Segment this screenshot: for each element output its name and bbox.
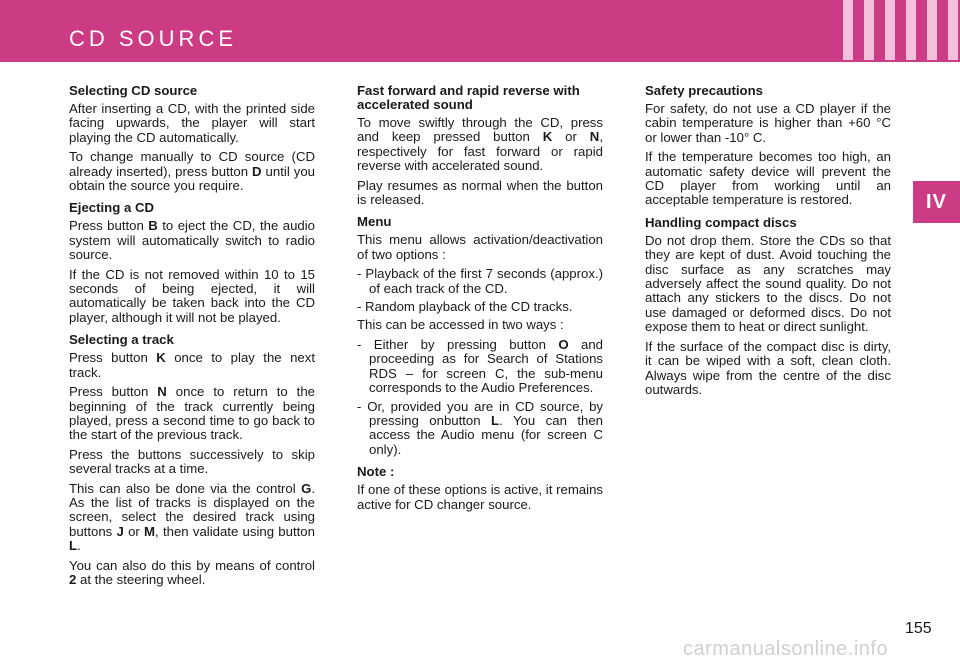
stripe [906,0,916,60]
paragraph: If the temperature becomes too high, an automatic safety device will prevent the CD player from working until an acceptable temperature is restored. [645,149,891,208]
key-label: D [252,163,262,179]
paragraph: Do not drop them. Store the CDs so that they are kept of dust. Avoid touching the disc surface as any scratches may adversely affect the sound quality. Do not attach any stickers to the discs. Do not use damaged or deformed discs. Do not expose them to heat or direct sunlight. [645,232,891,335]
paragraph: If the CD is not removed within 10 to 15 seconds of being ejected, it will automatically be taken back into the CD player, although it will not be played. [69,266,315,325]
key-label: N [589,129,600,145]
paragraph: This can be accessed in two ways : [357,317,564,333]
paragraph: To move swiftly through the CD, press and keep pressed button K or N, respectively for fast forward or rapid reverse with accelerated sound. [357,115,603,174]
paragraph: To change manually to CD source (CD already inserted), press button D until you obtain the source you require. [69,149,315,194]
key-label: B [148,218,158,234]
chapter-tab[interactable]: IV [913,181,960,223]
column-middle [357,84,603,517]
heading-handling-discs: Handling compact discs [645,214,797,230]
heading-ejecting-cd: Ejecting a CD [69,200,155,216]
column-right [645,84,891,402]
key-label: G [301,480,312,496]
header-stripes [843,0,960,60]
paragraph: Press button K once to play the next track. [69,350,315,380]
key-label: M [144,523,156,539]
heading-safety-precautions: Safety precautions [645,83,763,98]
paragraph: Play resumes as normal when the button is released. [357,177,603,208]
stripe [927,0,937,60]
watermark: carmanualsonline.info [683,638,889,660]
page-number: 155 [905,620,932,637]
paragraph: You can also do this by means of control 2 at the steering wheel. [69,557,315,587]
stripe [948,0,958,60]
page-title: CD SOURCE [69,26,238,51]
paragraph: For safety, do not use a CD player if the cabin temperature is higher than +60 °C or lower than -10° C. [645,101,891,145]
key-label: K [156,350,166,366]
paragraph: This can also be done via the control G. As the list of tracks is displayed on the screen, select the desired track using buttons J or M, then validate using button L. [69,480,315,554]
heading-menu: Menu [357,214,392,230]
heading-selecting-cd-source: Selecting CD source [69,83,198,98]
key-label: J [116,523,124,539]
list-item: - Or, provided you are in CD source, by pressing onbutton L. You can then access the Audio menu (for screen C only). [357,398,603,457]
heading-note: Note : [357,464,395,480]
paragraph: After inserting a CD, with the printed side facing upwards, the player will start playing the CD automatically. [69,101,315,145]
heading-fast-forward: Fast forward and rapid reverse with accelerated sound [357,83,580,112]
stripe [843,0,853,60]
paragraph: If one of these options is active, it remains active for CD changer source. [357,482,603,512]
list-item: - Playback of the first 7 seconds (approx.) of each track of the CD. [357,266,603,296]
key-label: 2 [69,571,77,587]
paragraph: Press the buttons successively to skip several tracks at a time. [69,446,315,477]
list-item: - Random playback of the CD tracks. [357,299,573,315]
list-item: - Either by pressing button O and proceeding as for Search of Stations RDS – for screen C, the sub-menu corresponds to the Audio Preferences. [357,336,603,396]
paragraph: If the surface of the compact disc is dirty, it can be wiped with a soft, clean cloth. Always wipe from the centre of the disc outwards. [645,338,891,397]
paragraph: Press button B to eject the CD, the audio system will automatically switch to radio source. [69,218,316,263]
paragraph: Press button N once to return to the beginning of the track currently being played, press a second time to go back to the start of the previous track. [69,384,315,443]
page-header [0,0,960,62]
key-label: N [157,384,167,400]
stripe [864,0,874,60]
stripe [885,0,895,60]
heading-selecting-track: Selecting a track [69,332,174,348]
key-label: K [542,129,553,145]
paragraph: This menu allows activation/deactivation of two options : [357,232,603,262]
key-label: L [69,538,78,554]
key-label: L [491,412,500,428]
column-left [69,84,315,592]
key-label: O [558,336,569,352]
